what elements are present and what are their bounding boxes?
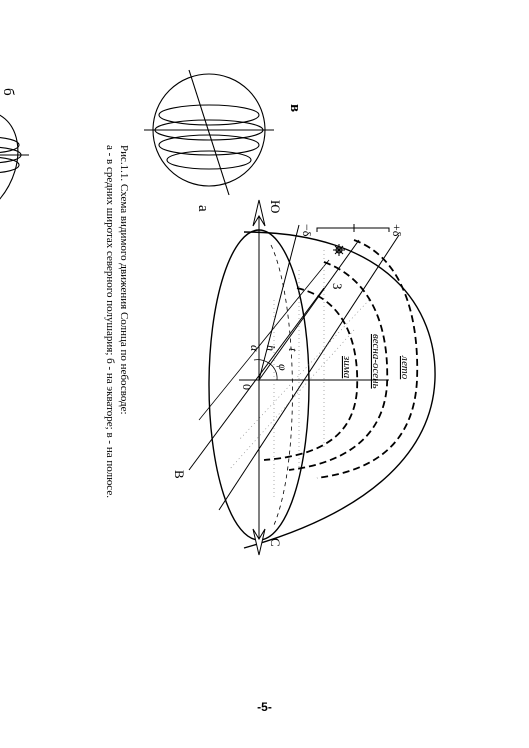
panel-label-a: а <box>195 205 211 212</box>
angle-arc-phi <box>267 362 277 380</box>
label-winter: зима <box>341 356 353 379</box>
celestial-dome <box>244 232 435 548</box>
diagram-a <box>189 200 435 555</box>
angle-arc-alpha <box>254 360 267 362</box>
pole-path-3 <box>159 135 259 155</box>
label-h: h <box>264 345 278 351</box>
label-summer: лето <box>399 356 411 380</box>
label-t: t <box>286 348 300 352</box>
label-phi: φ <box>276 364 290 371</box>
label-alpha: α <box>248 345 262 352</box>
caption-line-2: а - в средних широтах северного полушария; б - на экваторе; в - на полюсе. <box>104 145 116 498</box>
sun-icon <box>333 244 345 256</box>
equator-dome <box>0 110 18 202</box>
pole-path-4 <box>167 151 251 169</box>
label-minus-delta: −δ <box>300 224 314 237</box>
panel-label-b: б <box>0 88 16 96</box>
page-number: -5- <box>257 700 272 714</box>
panel-label-c: в <box>287 104 303 113</box>
label-east: В <box>172 470 187 479</box>
label-plus-delta: +δ <box>390 224 404 237</box>
declination-bracket <box>317 228 389 232</box>
label-south: Ю <box>268 200 283 214</box>
diagram-c <box>144 70 274 195</box>
label-center: 0 <box>240 384 254 390</box>
declination-arm <box>259 225 299 380</box>
pole-axis <box>189 70 229 195</box>
diagram-b <box>0 95 29 215</box>
label-north: С <box>268 538 283 547</box>
caption-line-1: Рис.1.1. Схема видимого движения Солнца по небосводе: <box>118 145 130 415</box>
label-equinox: весна-осень <box>370 334 382 389</box>
label-west: З <box>330 283 345 290</box>
